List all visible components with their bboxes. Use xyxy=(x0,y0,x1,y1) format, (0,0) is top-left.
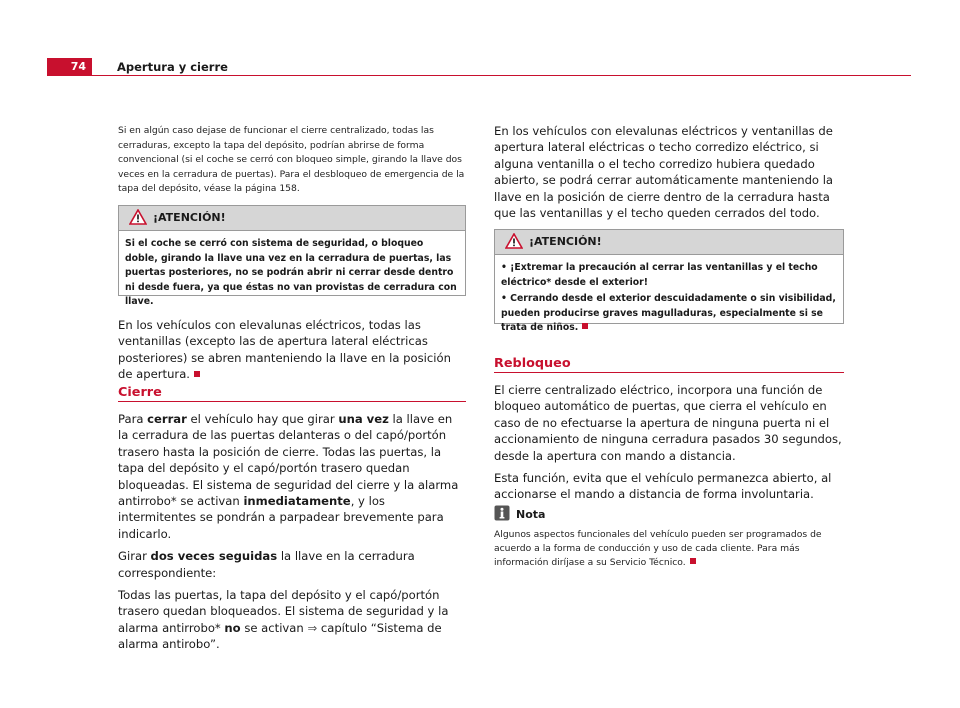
keyword-dos-veces: dos veces seguidas xyxy=(150,549,278,564)
text-run: se activan xyxy=(240,620,308,635)
note-text: Algunos aspectos funcionales del vehículo pueden ser programados de acuerdo a la forma de conducción y uso de cada cliente. Para más información diríjase a su Servicio Técnico. xyxy=(494,529,822,568)
keyword-no: no xyxy=(224,620,241,635)
cierre-paragraph-1 xyxy=(118,411,466,542)
warning-body xyxy=(119,231,465,316)
warning-title: ¡ATENCIÓN! xyxy=(153,211,226,224)
warning-triangle-icon xyxy=(505,233,523,249)
text-run: Todas las puertas, la tapa del depósito y el capó/portón trasero quedan bloqueados. El sistema de seguridad y la alarma antirrobo* xyxy=(118,588,449,635)
header-rule xyxy=(92,75,911,76)
section-title: Apertura y cierre xyxy=(117,60,228,74)
warning-triangle-icon xyxy=(129,209,147,225)
right-windows-paragraph: En los vehículos con elevalunas eléctricos y ventanillas de apertura lateral eléctricas o techo corredizo eléctrico, si alguna ventanilla o el techo corredizo hubiera quedado abierto, se podrá cerrar automáticamente manteniendo la llave en la posición de cierre dentro de la cerradura hasta que las ventanillas y el techo queden cerrados del todo. xyxy=(494,124,834,221)
rebloqueo-paragraph-2: Esta función, evita que el vehículo permanezca abierto, al accionarse el mando a distancia de forma involuntaria. xyxy=(494,471,832,502)
warning-header xyxy=(119,206,465,231)
text-run: la llave en la cerradura de las puertas delanteras o del capó/portón trasero hasta la posición de cierre. Todas las puertas, la tapa del depósito y el capó/portón trasero quedan bloqueadas. El sistema de seguridad del cierre y la alarma antirrobo* se activan xyxy=(118,412,459,509)
cross-reference-arrow-icon: ⇒ xyxy=(307,620,318,635)
cierre-section xyxy=(118,385,466,653)
note-title: Nota xyxy=(516,508,546,521)
end-marker xyxy=(194,371,200,377)
text-run: , y los intermitentes se pondrán a parpadear brevemente para indicarlo. xyxy=(118,494,444,541)
rebloqueo-paragraph-1: El cierre centralizado eléctrico, incorpora una función de bloqueo automático de puertas, que cierra el vehículo en caso de no efectuarse la apertura de ninguna puerta ni el accionamiento de ninguna cerradura pasados 30 segundos, desde la apertura con mando a distancia. xyxy=(494,383,842,463)
end-marker xyxy=(690,558,696,564)
intro-paragraph: Si en algún caso dejase de funcionar el cierre centralizado, todas las cerraduras, excepto la tapa del depósito, podrían abrirse de forma convencional (si el coche se cerró con bloqueo simple, girando la llave dos veces en la cerradura de puertas). Para el desbloqueo de emergencia de la tapa del depósito, véase la página 158. xyxy=(118,125,465,195)
text-run: la llave en la cerradura correspondiente: xyxy=(118,549,415,580)
info-note-icon xyxy=(494,505,510,521)
warning-box-right xyxy=(494,229,844,334)
heading-rebloqueo: Rebloqueo xyxy=(494,356,844,373)
warning-text: Si el coche se cerró con sistema de seguridad, o bloqueo doble, girando la llave una vez en la cerradura de puertas, las puertas posteriores, no se podrán abrir ni cerrar desde dentro ni desde fuera, ya que éstas no van provistas de cerradura con llave. xyxy=(125,238,457,308)
warning-bullet-2-text: • Cerrando desde el exterior descuidadamente o sin visibilidad, pueden producirse graves magulladuras, especialmente si se trata de niños. xyxy=(501,293,836,334)
windows-paragraph xyxy=(118,317,466,383)
left-column xyxy=(118,124,466,197)
keyword-una-vez: una vez xyxy=(338,412,389,426)
note-block xyxy=(494,505,844,570)
cierre-paragraph-3 xyxy=(118,587,466,653)
warning-bullet-1: • ¡Extremar la precaución al cerrar las ventanillas y el techo eléctrico* desde el exterior! xyxy=(501,262,818,288)
note-header xyxy=(494,505,844,525)
warning-bullet-2 xyxy=(501,292,837,336)
warning-body xyxy=(495,255,843,342)
page-header xyxy=(47,58,911,76)
cierre-paragraph-2 xyxy=(118,548,466,581)
text-run: el vehículo hay que girar xyxy=(186,412,339,426)
keyword-cerrar: cerrar xyxy=(147,412,187,426)
text-run: Girar xyxy=(118,549,151,564)
note-paragraph xyxy=(494,528,844,570)
page-number: 74 xyxy=(47,58,92,76)
text-run: capítulo “Sistema de alarma antirobo”. xyxy=(118,620,442,652)
left-windows-block xyxy=(118,317,466,383)
heading-cierre: Cierre xyxy=(118,385,466,402)
warning-box-left xyxy=(118,205,466,308)
windows-text: En los vehículos con elevalunas eléctricos, todas las ventanillas (excepto las de apertura lateral eléctricas posteriores) se abren manteniendo la llave en la posición de apertura. xyxy=(118,318,451,382)
end-marker xyxy=(582,323,588,329)
warning-title: ¡ATENCIÓN! xyxy=(529,235,602,248)
warning-header xyxy=(495,230,843,255)
text-run: Para xyxy=(118,412,148,426)
rebloqueo-section xyxy=(494,356,844,503)
right-windows-block xyxy=(494,123,844,221)
keyword-inmediatamente: inmediatamente xyxy=(243,494,351,509)
